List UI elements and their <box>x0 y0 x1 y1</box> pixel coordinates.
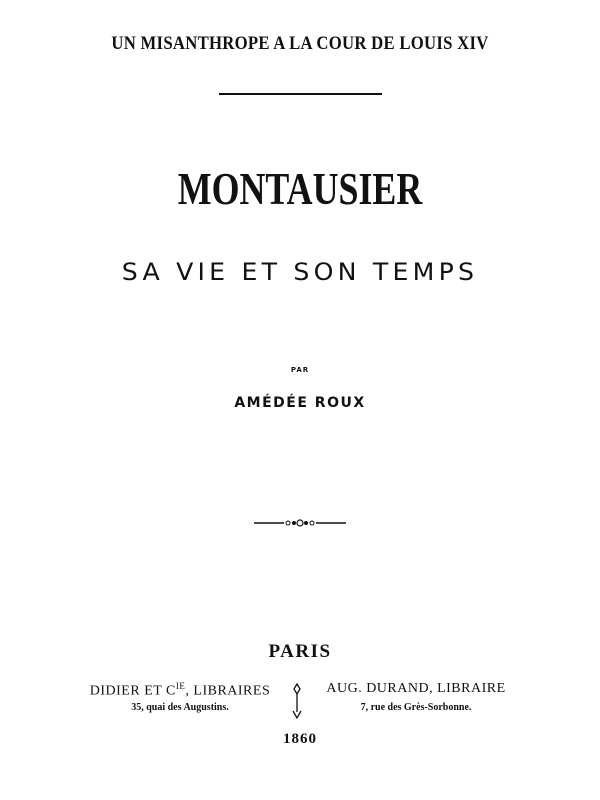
header-rule <box>219 93 382 95</box>
publisher-left-name-sup: IE <box>175 681 186 691</box>
book-subtitle: SA VIE ET SON TEMPS <box>121 258 479 286</box>
publication-city: PARIS <box>268 641 332 662</box>
author-name: AMÉDÉE ROUX <box>234 395 366 411</box>
vertical-ornament <box>290 682 304 722</box>
publisher-right-name: AUG. DURAND, LIBRAIRE <box>326 681 506 696</box>
publisher-right-address: 7, rue des Grès-Sorbonne. <box>360 702 472 713</box>
by-label: PAR <box>290 366 310 374</box>
series-title: UN MISANTHROPE A LA COUR DE LOUIS XIV <box>111 33 489 54</box>
publisher-left-name-text: DIDIER ET C <box>89 683 176 699</box>
publication-year: 1860 <box>283 731 317 747</box>
ornament-divider <box>254 516 346 530</box>
publisher-left-address: 35, quai des Augustins. <box>131 702 229 713</box>
publisher-left-name-suffix: , LIBRAIRES <box>185 683 271 699</box>
book-title: MONTAUSIER <box>177 163 423 214</box>
publisher-left-name <box>70 681 290 700</box>
